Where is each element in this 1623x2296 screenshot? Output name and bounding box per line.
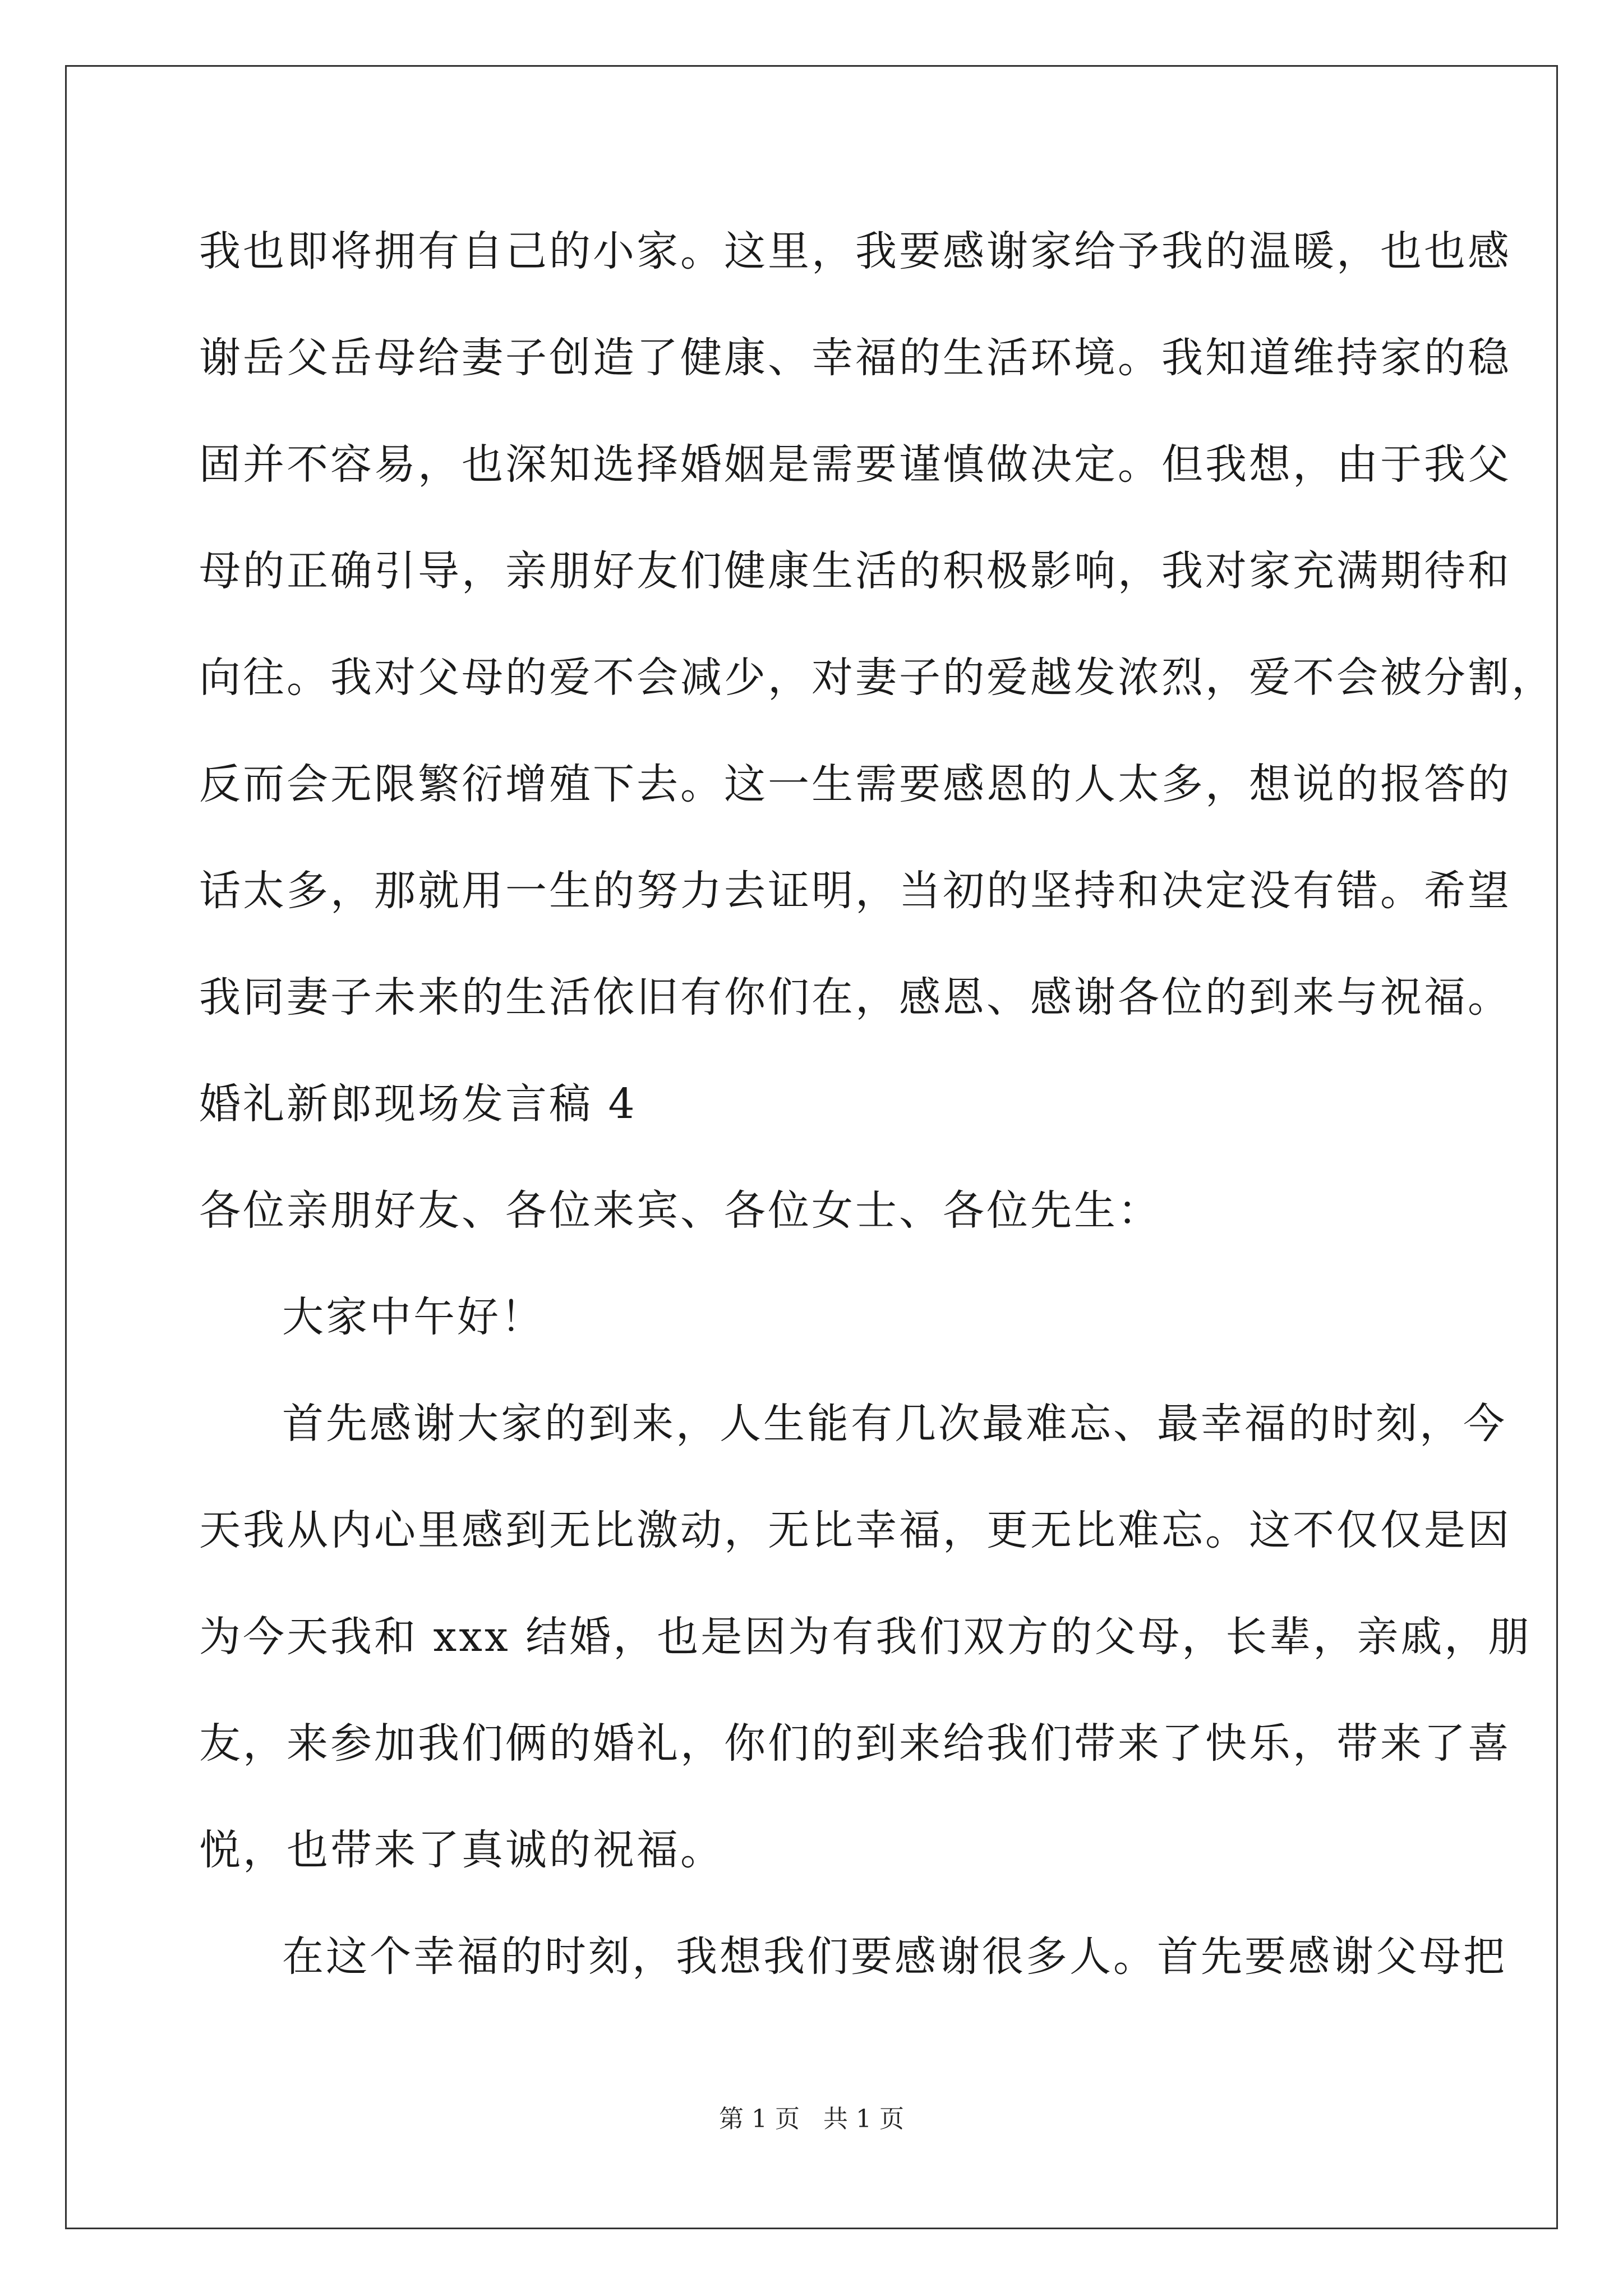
body-line: 在这个幸福的时刻，我想我们要感谢很多人。首先要感谢父母把 [282, 1932, 1507, 1981]
body-line: 首先感谢大家的到来，人生能有几次最难忘、最幸福的时刻，今 [282, 1400, 1507, 1448]
body-line: 向往。我对父母的爱不会减少，对妻子的爱越发浓烈，爱不会被分割， [199, 654, 1555, 702]
body-line: 悦，也带来了真诚的祝福。 [199, 1826, 724, 1874]
body-line: 我也即将拥有自己的小家。这里，我要感谢家给予我的温暖，也也感 [199, 227, 1511, 275]
body-line: 为今天我和 xxx 结婚，也是因为有我们双方的父母，长辈，亲戚，朋 [199, 1613, 1532, 1661]
body-line: 话太多，那就用一生的努力去证明，当初的坚持和决定没有错。希望 [199, 867, 1511, 915]
body-line: 友，来参加我们俩的婚礼，你们的到来给我们带来了快乐，带来了喜 [199, 1719, 1511, 1768]
page-footer [0, 2102, 1623, 2136]
body-line: 固并不容易，也深知选择婚姻是需要谨慎做决定。但我想，由于我父 [199, 440, 1511, 489]
page-number: 第 1 页 [719, 2105, 800, 2133]
greeting: 大家中午好！ [282, 1293, 545, 1341]
body-line: 我同妻子未来的生活依旧有你们在，感恩、感谢各位的到来与祝福。 [199, 973, 1511, 1022]
body-line: 反而会无限繁衍增殖下去。这一生需要感恩的人太多，想说的报答的 [199, 760, 1511, 808]
page-total: 共 1 页 [823, 2105, 904, 2133]
body-line: 谢岳父岳母给妻子创造了健康、幸福的生活环境。我知道维持家的稳 [199, 334, 1511, 382]
body-line: 天我从内心里感到无比激动，无比幸福，更无比难忘。这不仅仅是因 [199, 1506, 1511, 1554]
body-line: 母的正确引导，亲朋好友们健康生活的积极影响，我对家充满期待和 [199, 547, 1511, 595]
section-heading: 婚礼新郎现场发言稿 4 [199, 1080, 637, 1128]
salutation: 各位亲朋好友、各位来宾、各位女士、各位先生： [199, 1186, 1161, 1235]
